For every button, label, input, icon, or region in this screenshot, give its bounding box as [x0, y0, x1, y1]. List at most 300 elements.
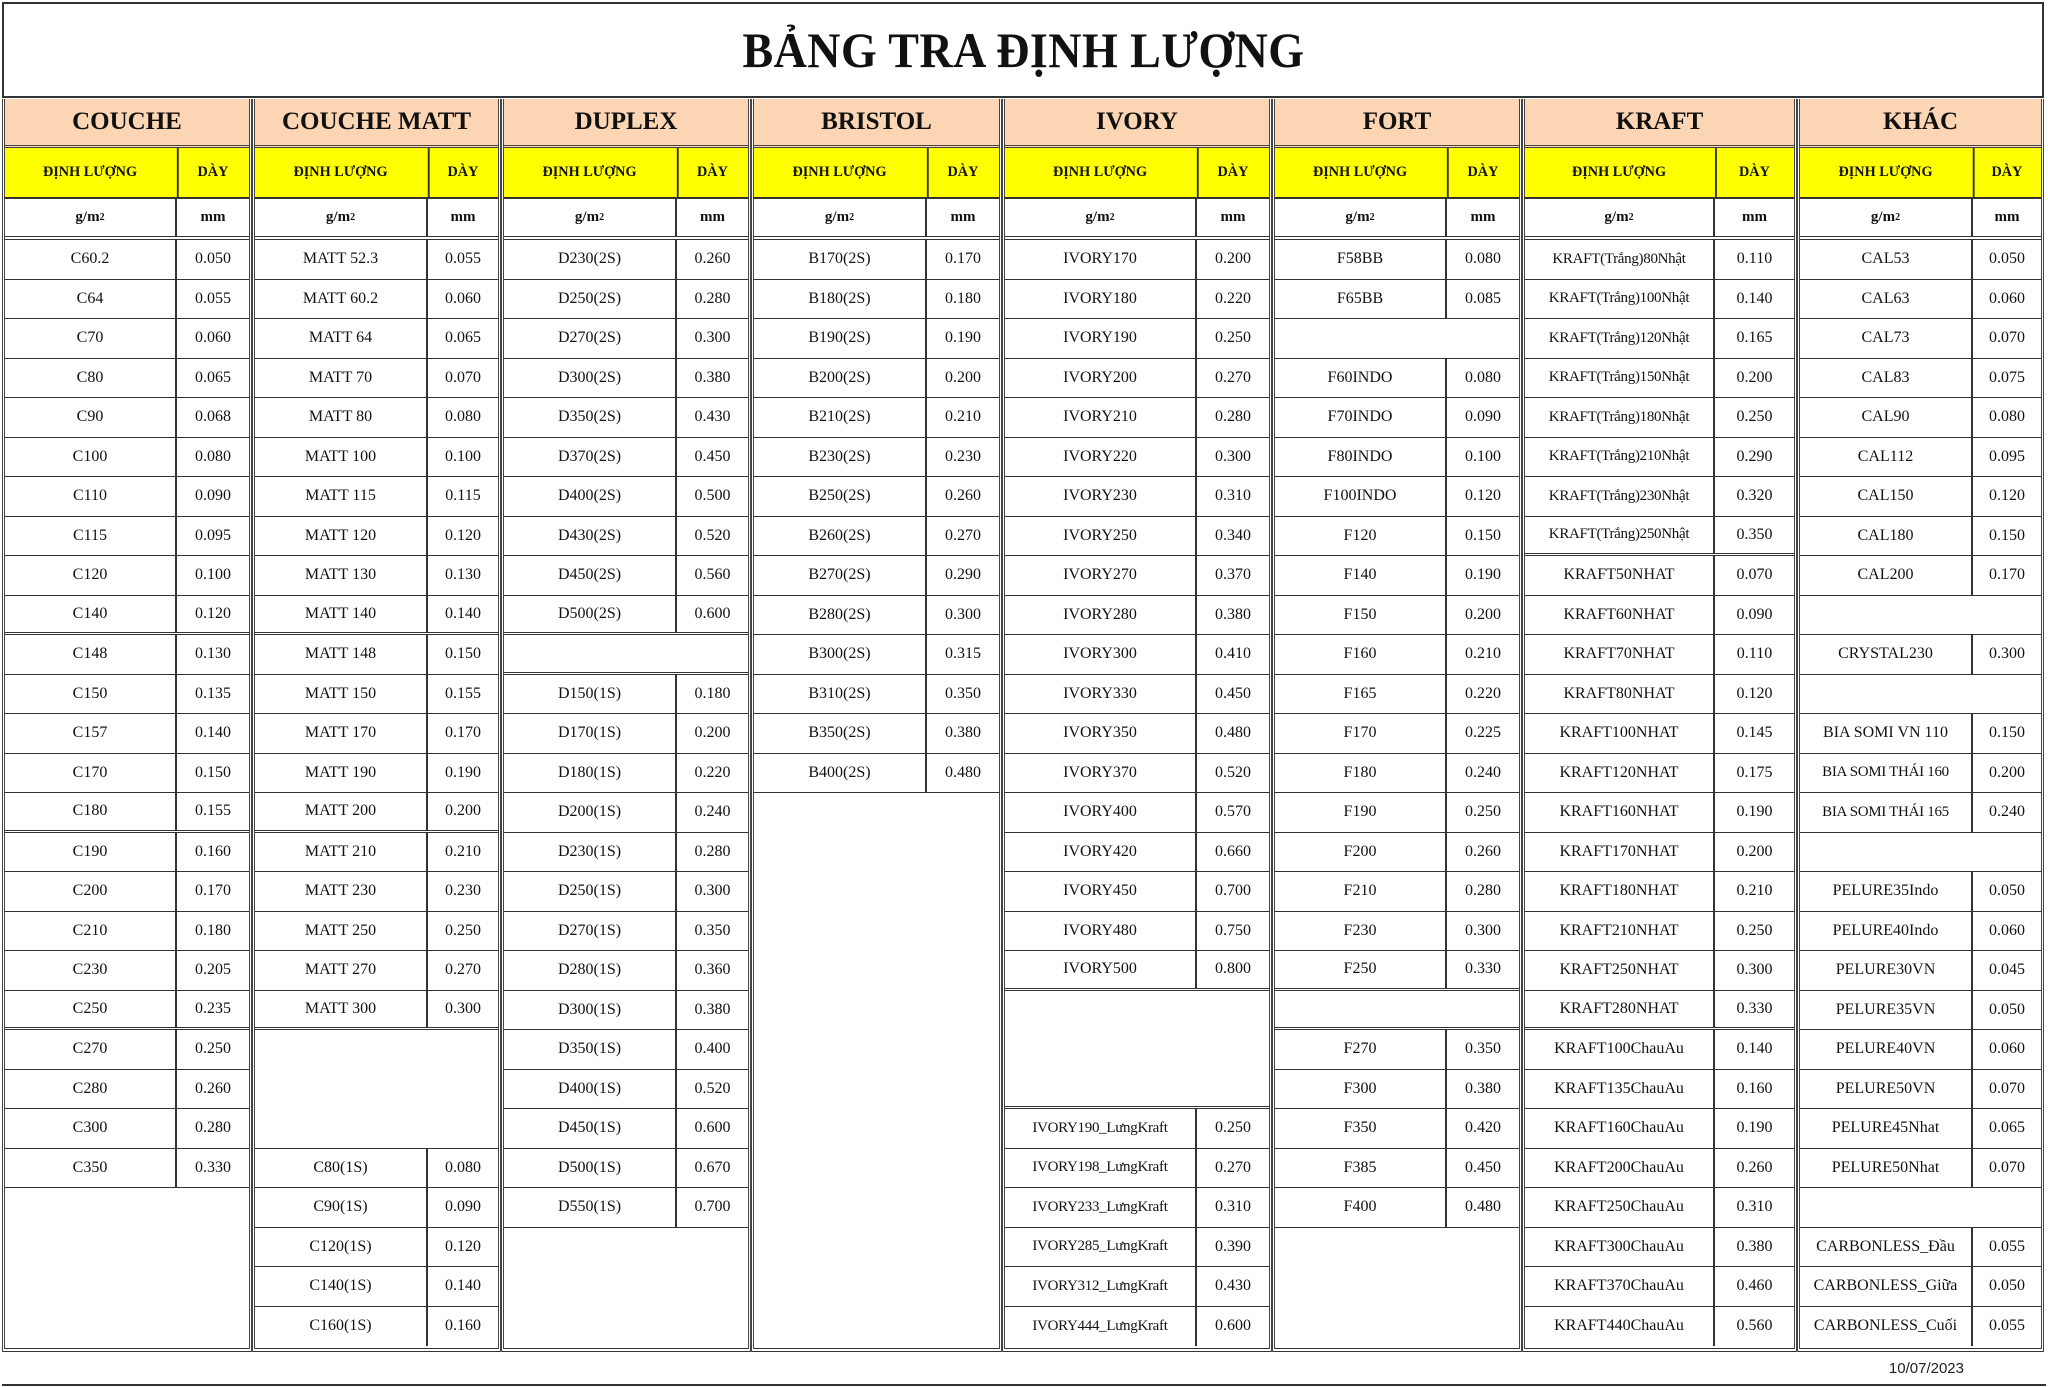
thickness-cell: 0.800	[1195, 951, 1269, 988]
table-row	[1005, 517, 1269, 557]
weight-cell: B400(2S)	[808, 763, 871, 781]
weight-cell: C90	[76, 408, 104, 426]
group-khac	[1797, 99, 2044, 1352]
weight-cell: PELURE50VN	[1835, 1079, 1936, 1097]
table-row	[5, 517, 249, 557]
thickness-cell: 0.220	[1195, 280, 1269, 319]
thickness-cell: 0.065	[175, 359, 249, 398]
thickness-cell: 0.080	[426, 1149, 498, 1188]
table-row	[754, 714, 999, 754]
empty-cell	[754, 1307, 925, 1347]
thickness-cell: 0.460	[1713, 1267, 1794, 1306]
thickness-cell: 0.300	[1971, 635, 2041, 674]
thickness-column-header: DÀY	[1447, 148, 1517, 197]
weight-unit-superscript: 2	[849, 212, 855, 223]
table-row	[1525, 319, 1794, 359]
table-row	[1005, 1228, 1269, 1268]
table-row	[255, 477, 498, 517]
empty-cell	[925, 1188, 999, 1228]
table-row	[504, 1109, 748, 1149]
empty-cell	[754, 1267, 925, 1307]
thickness-cell: 0.190	[1713, 793, 1794, 832]
empty-row	[1275, 1228, 1519, 1268]
weight-cell: F80INDO	[1327, 447, 1393, 465]
table-row	[1275, 240, 1519, 280]
weight-cell: F385	[1343, 1158, 1377, 1176]
weight-cell: KRAFT170NHAT	[1559, 842, 1679, 860]
table-row	[255, 319, 498, 359]
weight-cell: F300	[1343, 1079, 1377, 1097]
empty-cell	[754, 793, 925, 833]
table-row	[5, 1070, 249, 1110]
weight-cell: KRAFT210NHAT	[1559, 921, 1679, 939]
weight-cell: MATT 100	[304, 447, 377, 465]
group-fort	[1272, 99, 1522, 1352]
thickness-cell: 0.200	[1445, 596, 1519, 635]
weight-cell: C148	[72, 645, 108, 663]
thickness-cell: 0.150	[1971, 714, 2041, 753]
empty-cell	[1275, 1228, 1445, 1268]
table-row	[5, 477, 249, 517]
thickness-cell: 0.250	[1713, 398, 1794, 437]
table-row	[1800, 754, 2041, 794]
thickness-cell: 0.110	[1713, 635, 1794, 674]
weight-column-header: ĐỊNH LƯỢNG	[792, 164, 887, 180]
table-row	[1275, 1070, 1519, 1110]
thickness-cell: 0.050	[175, 240, 249, 279]
empty-cell	[1195, 991, 1269, 1031]
weight-cell: D500(1S)	[557, 1158, 622, 1176]
table-row	[504, 398, 748, 438]
thickness-cell: 0.095	[1971, 438, 2041, 477]
weight-cell: IVORY330	[1063, 684, 1137, 702]
thickness-cell: 0.330	[1713, 991, 1794, 1028]
thickness-cell: 0.055	[426, 240, 498, 279]
thickness-cell: 0.200	[1713, 359, 1794, 398]
weight-cell: KRAFT440ChauAu	[1554, 1317, 1684, 1335]
empty-cell	[175, 1307, 249, 1347]
thickness-cell: 0.280	[675, 833, 748, 872]
thickness-cell: 0.068	[175, 398, 249, 437]
table-row	[754, 319, 999, 359]
weight-column-header: ĐỊNH LƯỢNG	[42, 164, 138, 180]
table-row	[5, 596, 249, 636]
weight-cell: B350(2S)	[808, 724, 871, 742]
table-row	[5, 833, 249, 873]
table-row	[504, 438, 748, 478]
weight-cell: B260(2S)	[808, 526, 871, 544]
weight-cell: B280(2S)	[808, 605, 871, 623]
thickness-cell: 0.260	[1445, 833, 1519, 872]
empty-cell	[255, 1030, 426, 1070]
unit-row	[1525, 199, 1794, 240]
weight-cell: MATT 150	[304, 684, 377, 702]
table-row	[504, 1030, 748, 1070]
table-row	[1275, 951, 1519, 991]
thickness-cell: 0.150	[1971, 517, 2041, 556]
table-row	[1800, 635, 2041, 675]
empty-cell	[1195, 1070, 1269, 1107]
thickness-unit: mm	[1195, 199, 1269, 236]
table-row	[1005, 477, 1269, 517]
weight-cell: IVORY200	[1063, 368, 1137, 386]
table-row	[5, 951, 249, 991]
weight-cell: C280	[72, 1079, 108, 1097]
thickness-column-header: DÀY	[1197, 148, 1267, 197]
empty-cell	[175, 1228, 249, 1268]
empty-cell	[1445, 1307, 1519, 1347]
thickness-cell: 0.065	[1971, 1109, 2041, 1148]
weight-cell: IVORY270	[1063, 566, 1137, 584]
weight-cell: MATT 60.2	[302, 289, 379, 307]
weight-cell: PELURE35VN	[1835, 1000, 1936, 1018]
thickness-cell: 0.380	[925, 714, 999, 753]
empty-cell	[5, 1188, 175, 1228]
thickness-cell: 0.480	[1195, 714, 1269, 753]
table-row	[5, 714, 249, 754]
thickness-cell: 0.120	[1445, 477, 1519, 516]
table-row	[5, 556, 249, 596]
unit-row	[1005, 199, 1269, 240]
thickness-cell: 0.200	[675, 714, 748, 753]
group-header: COUCHE MATT	[255, 99, 498, 148]
table-row	[1800, 240, 2041, 280]
thickness-cell: 0.170	[175, 872, 249, 911]
thickness-cell: 0.260	[1713, 1149, 1794, 1188]
weight-cell: F250	[1343, 960, 1377, 978]
empty-row	[754, 1030, 999, 1070]
table-row	[504, 714, 748, 754]
table-row	[1525, 793, 1794, 833]
table-row	[1525, 635, 1794, 675]
thickness-cell: 0.200	[925, 359, 999, 398]
group-kraft	[1522, 99, 1797, 1352]
empty-cell	[1971, 675, 2041, 714]
weight-cell: F60INDO	[1327, 368, 1393, 386]
thickness-cell: 0.190	[925, 319, 999, 358]
page-title: BẢNG TRA ĐỊNH LƯỢNG	[741, 22, 1305, 78]
thickness-cell: 0.250	[426, 912, 498, 951]
thickness-cell: 0.280	[675, 280, 748, 319]
empty-row	[5, 1228, 249, 1268]
weight-cell: C80	[76, 368, 104, 386]
thickness-cell: 0.230	[426, 872, 498, 911]
weight-cell: MATT 52.3	[302, 250, 379, 268]
thickness-unit: mm	[675, 199, 748, 236]
empty-cell	[925, 1307, 999, 1347]
thickness-cell: 0.070	[1971, 319, 2041, 358]
weight-cell: KRAFT160ChauAu	[1554, 1119, 1684, 1137]
thickness-cell: 0.180	[925, 280, 999, 319]
thickness-cell: 0.350	[925, 675, 999, 714]
thickness-cell: 0.450	[1445, 1149, 1519, 1188]
table-row	[1525, 477, 1794, 517]
thickness-cell: 0.310	[1713, 1188, 1794, 1227]
weight-column-header: ĐỊNH LƯỢNG	[542, 164, 637, 180]
table-row	[754, 635, 999, 675]
weight-cell: MATT 120	[304, 526, 377, 544]
table-row	[1005, 635, 1269, 675]
thickness-cell: 0.300	[675, 872, 748, 911]
empty-cell	[426, 1070, 498, 1110]
weight-cell: F400	[1343, 1198, 1377, 1216]
table-row	[1525, 517, 1794, 557]
empty-cell	[1005, 1030, 1195, 1070]
table-row	[1005, 872, 1269, 912]
empty-row	[1005, 991, 1269, 1031]
empty-cell	[1275, 1267, 1445, 1307]
table-row	[504, 359, 748, 399]
weight-unit-text: g/m	[75, 209, 100, 225]
thickness-cell: 0.270	[426, 951, 498, 990]
empty-row	[1005, 1070, 1269, 1110]
column-header-row	[1525, 148, 1794, 199]
weight-unit-text: g/m	[1870, 209, 1896, 225]
table-row	[1005, 833, 1269, 873]
weight-cell: KRAFT50NHAT	[1563, 566, 1675, 584]
thickness-cell: 0.150	[175, 754, 249, 793]
thickness-cell: 0.390	[1195, 1228, 1269, 1267]
empty-cell	[1445, 319, 1519, 358]
empty-cell	[754, 1228, 925, 1268]
weight-cell: F190	[1343, 803, 1377, 821]
weight-cell: MATT 130	[304, 566, 377, 584]
thickness-cell: 0.320	[1713, 477, 1794, 516]
table-row	[1005, 1149, 1269, 1189]
weight-cell: MATT 170	[304, 724, 377, 742]
thickness-cell: 0.155	[426, 675, 498, 714]
thickness-cell: 0.080	[1971, 398, 2041, 437]
empty-row	[504, 635, 748, 675]
weight-unit	[754, 199, 925, 236]
thickness-cell: 0.270	[1195, 359, 1269, 398]
weight-cell: C230	[72, 961, 108, 979]
weight-cell: IVORY450	[1063, 882, 1137, 900]
thickness-cell: 0.060	[1971, 912, 2041, 951]
weight-cell: B300(2S)	[808, 645, 871, 663]
weight-cell: F100INDO	[1323, 487, 1397, 505]
group-duplex	[501, 99, 751, 1352]
thickness-cell: 0.120	[426, 1228, 498, 1267]
thickness-cell: 0.450	[675, 438, 748, 477]
table-row	[1005, 438, 1269, 478]
table-row	[1800, 319, 2041, 359]
weight-cell: KRAFT(Trắng)100Nhật	[1548, 290, 1690, 307]
thickness-cell: 0.180	[675, 675, 748, 714]
table-row	[1525, 240, 1794, 280]
table-row	[255, 793, 498, 833]
table-row	[1800, 793, 2041, 833]
table-row	[504, 793, 748, 833]
empty-cell	[1445, 991, 1519, 1028]
thickness-cell: 0.065	[426, 319, 498, 358]
table-row	[255, 596, 498, 636]
table-row	[754, 438, 999, 478]
thickness-cell: 0.270	[1195, 1149, 1269, 1188]
table-row	[1005, 1109, 1269, 1149]
table-row	[1275, 754, 1519, 794]
weight-cell: C80(1S)	[313, 1158, 368, 1176]
column-header-row	[1800, 148, 2041, 199]
thickness-column-header: DÀY	[927, 148, 997, 197]
table-row	[1275, 1109, 1519, 1149]
group-header: COUCHE	[5, 99, 249, 148]
weight-cell: C190	[72, 842, 108, 860]
empty-cell	[1971, 596, 2041, 635]
weight-cell: IVORY233_LưngKraft	[1032, 1198, 1168, 1215]
thickness-cell: 0.120	[1713, 675, 1794, 714]
empty-cell	[675, 1307, 748, 1347]
unit-row	[754, 199, 999, 240]
weight-cell: C180	[72, 802, 108, 820]
thickness-cell: 0.070	[1713, 556, 1794, 595]
table-row	[504, 912, 748, 952]
empty-row	[754, 1188, 999, 1228]
empty-cell	[925, 912, 999, 952]
thickness-cell: 0.210	[426, 833, 498, 872]
empty-cell	[925, 833, 999, 873]
thickness-cell: 0.090	[1713, 596, 1794, 635]
weight-cell: IVORY210	[1063, 408, 1137, 426]
weight-unit-text: g/m	[1604, 209, 1629, 225]
weight-unit-text: g/m	[824, 209, 850, 225]
thickness-cell: 0.330	[175, 1149, 249, 1188]
thickness-cell: 0.170	[426, 714, 498, 753]
empty-cell	[504, 1228, 675, 1268]
thickness-cell: 0.100	[175, 556, 249, 595]
thickness-cell: 0.360	[675, 951, 748, 990]
thickness-cell: 0.050	[1971, 240, 2041, 279]
weight-cell: KRAFT100NHAT	[1559, 724, 1679, 742]
table-row	[1005, 754, 1269, 794]
table-row	[1525, 912, 1794, 952]
empty-cell	[925, 793, 999, 833]
thickness-cell: 0.220	[675, 754, 748, 793]
column-header-row	[1275, 148, 1519, 199]
table-row	[1275, 556, 1519, 596]
thickness-cell: 0.180	[175, 912, 249, 951]
weight-cell: MATT 190	[304, 763, 377, 781]
title-box	[2, 2, 2044, 98]
table-row	[5, 912, 249, 952]
table-row	[1005, 1307, 1269, 1347]
weight-cell: CARBONLESS_Đầu	[1816, 1237, 1955, 1255]
table-row	[5, 1149, 249, 1189]
thickness-cell: 0.050	[1971, 1267, 2041, 1306]
weight-cell: KRAFT135ChauAu	[1554, 1079, 1684, 1097]
table-row	[1275, 872, 1519, 912]
table-row	[1005, 596, 1269, 636]
weight-cell: B200(2S)	[808, 368, 871, 386]
thickness-cell: 0.560	[1713, 1307, 1794, 1347]
thickness-cell: 0.170	[1971, 556, 2041, 595]
thickness-cell: 0.380	[1195, 596, 1269, 635]
table-row	[1525, 951, 1794, 991]
table-row	[255, 951, 498, 991]
weight-cell: IVORY198_LưngKraft	[1032, 1159, 1168, 1176]
thickness-column-header: DÀY	[177, 148, 247, 197]
table-row	[1525, 1307, 1794, 1347]
table-row	[1800, 912, 2041, 952]
empty-row	[754, 833, 999, 873]
empty-cell	[1800, 1188, 1971, 1227]
weight-cell: KRAFT(Trắng)230Nhật	[1548, 487, 1690, 504]
weight-cell: D150(1S)	[557, 684, 622, 702]
table-row	[1525, 438, 1794, 478]
weight-cell: D250(2S)	[557, 289, 622, 307]
weight-cell: C110	[72, 487, 108, 505]
empty-cell	[925, 1030, 999, 1070]
table-row	[1800, 872, 2041, 912]
thickness-cell: 0.370	[1195, 556, 1269, 595]
empty-row	[5, 1267, 249, 1307]
empty-row	[754, 1070, 999, 1110]
thickness-cell: 0.570	[1195, 793, 1269, 832]
thickness-cell: 0.430	[675, 398, 748, 437]
thickness-cell: 0.050	[1971, 872, 2041, 911]
thickness-cell: 0.060	[1971, 1030, 2041, 1069]
thickness-cell: 0.350	[1713, 517, 1794, 554]
thickness-cell: 0.240	[675, 793, 748, 832]
empty-cell	[925, 951, 999, 991]
table-row	[504, 596, 748, 636]
weight-column-header: ĐỊNH LƯỢNG	[1571, 164, 1667, 180]
table-row	[1800, 438, 2041, 478]
table-row	[1275, 359, 1519, 399]
table-row	[1005, 556, 1269, 596]
table-row	[1275, 714, 1519, 754]
thickness-cell: 0.075	[1971, 359, 2041, 398]
weight-cell: IVORY500	[1063, 960, 1137, 978]
group-header: DUPLEX	[504, 99, 748, 148]
column-header-row	[1005, 148, 1269, 199]
group-ivory	[1002, 99, 1272, 1352]
empty-row	[1800, 1188, 2041, 1228]
weight-cell: PELURE40VN	[1835, 1040, 1936, 1058]
table-row	[5, 991, 249, 1031]
table-row	[1005, 280, 1269, 320]
group-header: BRISTOL	[754, 99, 999, 148]
weight-cell: KRAFT(Trắng)210Nhật	[1548, 448, 1690, 465]
empty-cell	[1005, 991, 1195, 1031]
thickness-cell: 0.340	[1195, 517, 1269, 556]
weight-unit	[1800, 199, 1971, 236]
thickness-cell: 0.380	[1445, 1070, 1519, 1109]
thickness-cell: 0.560	[675, 556, 748, 595]
weight-cell: D230(2S)	[557, 250, 622, 268]
weight-cell: IVORY190_LưngKraft	[1032, 1119, 1168, 1136]
weight-cell: IVORY480	[1063, 921, 1137, 939]
thickness-cell: 0.135	[175, 675, 249, 714]
thickness-unit: mm	[1445, 199, 1519, 236]
weight-cell: MATT 230	[304, 882, 377, 900]
footer	[2, 1354, 2046, 1386]
table-row	[504, 1188, 748, 1228]
weight-unit	[255, 199, 426, 236]
table-row	[504, 240, 748, 280]
thickness-cell: 0.120	[426, 517, 498, 556]
weight-cell: MATT 200	[304, 802, 377, 820]
table-row	[1800, 359, 2041, 399]
table-row	[504, 872, 748, 912]
table-row	[1800, 1030, 2041, 1070]
thickness-cell: 0.080	[175, 438, 249, 477]
table-row	[1525, 714, 1794, 754]
weight-cell: F140	[1343, 566, 1377, 584]
weight-cell: MATT 64	[308, 329, 373, 347]
table-row	[1800, 280, 2041, 320]
empty-row	[1275, 1267, 1519, 1307]
